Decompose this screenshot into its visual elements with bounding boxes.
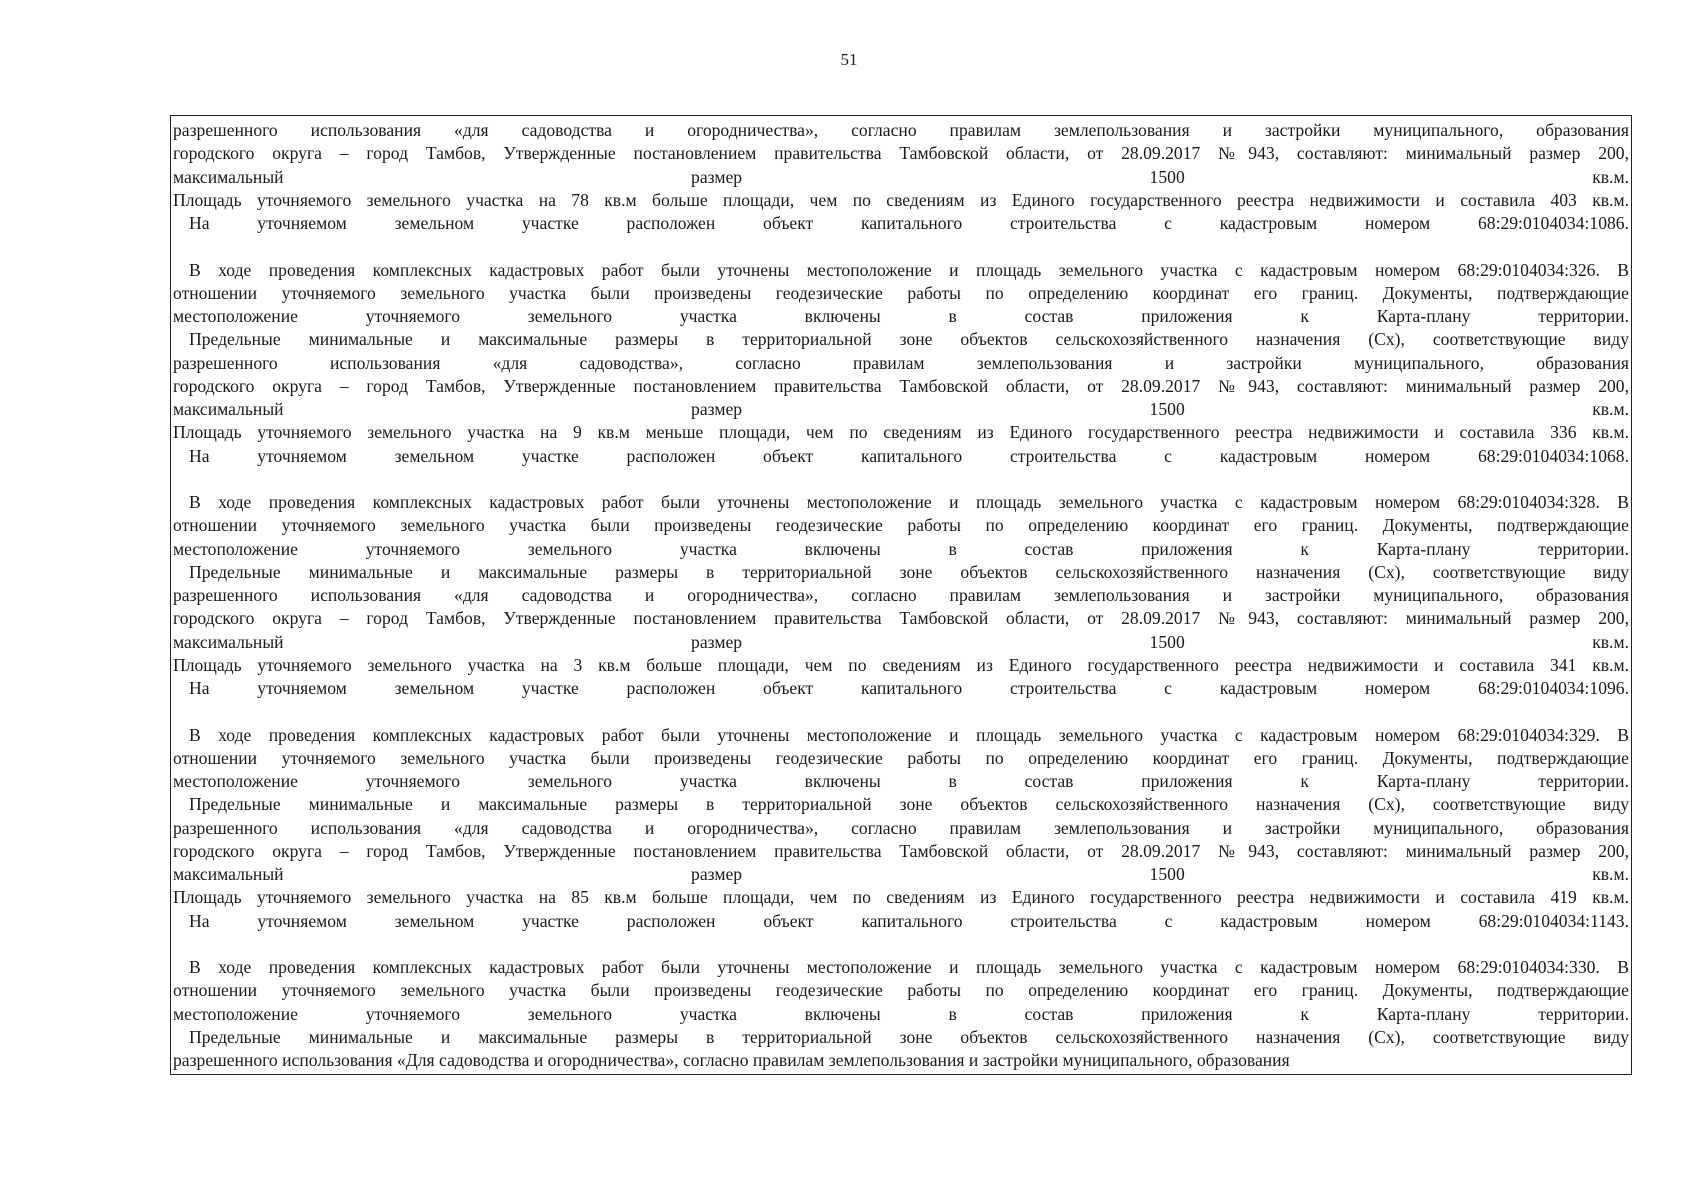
text-line: максимальный размер 1500 кв.м. (173, 631, 1629, 652)
text-line: На уточняемом земельном участке расположен объект капитального строительства с кадастровым номером 68:29:0104034:1143. (189, 910, 1629, 931)
text-line: отношении уточняемого земельного участка были произведены геодезические работы по определению координат его границ. Документы, подтверждающие (173, 515, 1629, 536)
text-line: местоположение уточняемого земельного участка включены в состав приложения к Карта-плану территории. (173, 538, 1629, 559)
text-line: разрешенного использования «для садоводства и огородничества», согласно правилам землепользования и застройки муниципального, образования (173, 120, 1629, 140)
text-line: Предельные минимальные и максимальные размеры в территориальной зоне объектов сельскохозяйственного назначения (Сх), соответствующие виду (189, 561, 1629, 582)
paragraph-gap (173, 468, 1629, 491)
text-line: максимальный размер 1500 кв.м. (173, 166, 1629, 187)
document-frame (170, 115, 1632, 1075)
text-line: максимальный размер 1500 кв.м. (173, 399, 1629, 419)
text-line: городского округа – город Тамбов, Утвержденные постановлением правительства Тамбовской области, от 28.09.2017 №943, составляют: минимальный размер 200, (173, 375, 1629, 396)
text-line: Площадь уточняемого земельного участка на 85 кв.м больше площади, чем по сведениям из Единого государственного реестра недвижимости и составила 419 кв.м. (173, 887, 1629, 908)
text-line: Площадь уточняемого земельного участка на 78 кв.м больше площади, чем по сведениям из Единого государственного реестра недвижимости и составила 403 кв.м. (173, 189, 1629, 210)
text-line: В ходе проведения комплексных кадастровых работ были уточнены местоположение и площадь земельного участка с кадастровым номером 68:29:0104034:329. В (189, 724, 1629, 745)
text-line: городского округа – город Тамбов, Утвержденные постановлением правительства Тамбовской области, от 28.09.2017 №943, составляют: минимальный размер 200, (173, 840, 1629, 861)
text-line: разрешенного использования «для садоводства», согласно правилам землепользования и застройки муниципального, образования (173, 352, 1629, 373)
text-line: Площадь уточняемого земельного участка на 9 кв.м меньше площади, чем по сведениям из Единого государственного реестра недвижимости и составила 336 кв.м. (173, 422, 1629, 443)
paragraph-gap (173, 933, 1629, 956)
text-line: отношении уточняемого земельного участка были произведены геодезические работы по определению координат его границ. Документы, подтверждающие (173, 747, 1629, 768)
text-line: максимальный размер 1500 кв.м. (173, 864, 1629, 884)
text-line: Предельные минимальные и максимальные размеры в территориальной зоне объектов сельскохозяйственного назначения (Сх), соответствующие виду (189, 1026, 1629, 1047)
text-line: отношении уточняемого земельного участка были произведены геодезические работы по определению координат его границ. Документы, подтверждающие (173, 282, 1629, 303)
text-line: На уточняемом земельном участке расположен объект капитального строительства с кадастровым номером 68:29:0104034:1086. (189, 213, 1629, 233)
text-line: На уточняемом земельном участке расположен объект капитального строительства с кадастровым номером 68:29:0104034:1096. (189, 678, 1629, 698)
paragraph-gap (173, 235, 1629, 258)
text-line: Площадь уточняемого земельного участка на 3 кв.м больше площади, чем по сведениям из Единого государственного реестра недвижимости и составила 341 кв.м. (173, 654, 1629, 675)
text-line: Предельные минимальные и максимальные размеры в территориальной зоне объектов сельскохозяйственного назначения (Сх), соответствующие виду (189, 794, 1629, 815)
text-line: В ходе проведения комплексных кадастровых работ были уточнены местоположение и площадь земельного участка с кадастровым номером 68:29:0104034:326. В (189, 259, 1629, 280)
text-line: Предельные минимальные и максимальные размеры в территориальной зоне объектов сельскохозяйственного назначения (Сх), соответствующие виду (189, 329, 1629, 350)
text-line: местоположение уточняемого земельного участка включены в состав приложения к Карта-плану территории. (173, 306, 1629, 326)
text-line: В ходе проведения комплексных кадастровых работ были уточнены местоположение и площадь земельного участка с кадастровым номером 68:29:0104034:328. В (189, 492, 1629, 512)
text-line: разрешенного использования «для садоводства и огородничества», согласно правилам землепользования и застройки муниципального, образования (173, 585, 1629, 605)
text-line: разрешенного использования «Для садоводства и огородничества», согласно правилам землепользования и застройки муниципального, образования (173, 1050, 1290, 1070)
text-line: местоположение уточняемого земельного участка включены в состав приложения к Карта-плану территории. (173, 1003, 1629, 1024)
text-line: В ходе проведения комплексных кадастровых работ были уточнены местоположение и площадь земельного участка с кадастровым номером 68:29:0104034:330. В (189, 957, 1629, 977)
document-body (173, 119, 1629, 1072)
text-line: местоположение уточняемого земельного участка включены в состав приложения к Карта-плану территории. (173, 771, 1629, 791)
text-line: На уточняемом земельном участке расположен объект капитального строительства с кадастровым номером 68:29:0104034:1068. (189, 445, 1629, 466)
page-number: 51 (840, 50, 858, 69)
text-line: отношении уточняемого земельного участка были произведены геодезические работы по определению координат его границ. Документы, подтверждающие (173, 980, 1629, 1001)
text-line: разрешенного использования «для садоводства и огородничества», согласно правилам землепользования и застройки муниципального, образования (173, 817, 1629, 838)
text-line: городского округа – город Тамбов, Утвержденные постановлением правительства Тамбовской области, от 28.09.2017 №943, составляют: минимальный размер 200, (173, 608, 1629, 629)
text-line: городского округа – город Тамбов, Утвержденные постановлением правительства Тамбовской области, от 28.09.2017 №943, составляют: минимальный размер 200, (173, 143, 1629, 164)
paragraph-gap (173, 700, 1629, 723)
